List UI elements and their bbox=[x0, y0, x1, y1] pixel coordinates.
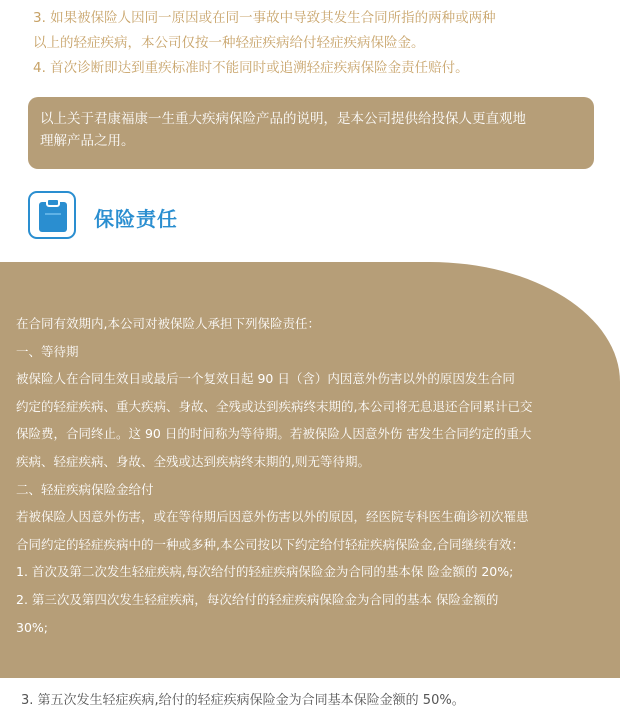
coverage-line: 疾病、轻症疾病、身故、全残或达到疾病终末期的,则无等待期。 bbox=[16, 453, 370, 469]
condition-item-4: 4. 首次诊断即达到重疾标准时不能同时或追溯轻症疾病保险金责任赔付。 bbox=[33, 60, 469, 76]
coverage-line: 在合同有效期内,本公司对被保险人承担下列保险责任： bbox=[16, 316, 320, 331]
coverage-line: 保险费，合同终止。这 90 日的时间称为等待期。若被保险人因意外伤 害发生合同约定的重大 bbox=[16, 426, 532, 442]
conditions-list bbox=[33, 6, 603, 81]
coverage-line: 二、轻症疾病保险金给付 bbox=[16, 481, 154, 497]
coverage-line: 约定的轻症疾病、重大疾病、身故、全残或达到疾病终末期的,本公司将无息退还合同累计已交 bbox=[16, 398, 533, 414]
clipboard-icon bbox=[28, 191, 76, 239]
note-line-2: 理解产品之用。 bbox=[40, 133, 135, 149]
coverage-panel bbox=[0, 262, 620, 678]
bottom-clause: 3. 第五次发生轻症疾病,给付的轻症疾病保险金为合同基本保险金额的 50%。 bbox=[21, 693, 465, 708]
product-note-box bbox=[28, 97, 594, 169]
coverage-line: 30%; bbox=[16, 619, 48, 635]
coverage-line: 合同约定的轻症疾病中的一种或多种,本公司按以下约定给付轻症疾病保险金,合同继续有效： bbox=[16, 536, 524, 552]
coverage-line: 1. 首次及第二次发生轻症疾病,每次给付的轻症疾病保险金为合同的基本保 险金额的 20%; bbox=[16, 564, 514, 580]
section-header bbox=[26, 191, 326, 241]
coverage-line: 被保险人在合同生效日或最后一个复效日起 90 日（含）内因意外伤害以外的原因发生合同 bbox=[16, 371, 515, 387]
coverage-text bbox=[16, 310, 602, 641]
coverage-line: 若被保险人因意外伤害，或在等待期后因意外伤害以外的原因，经医院专科医生确诊初次罹患 bbox=[16, 509, 529, 525]
note-line-1: 以上关于君康福康一生重大疾病保险产品的说明，是本公司提供给投保人更直观地 bbox=[40, 111, 526, 127]
coverage-line: 一、等待期 bbox=[16, 343, 79, 359]
condition-item-3-line-2: 以上的轻症疾病，本公司仅按一种轻症疾病给付轻症疾病保险金。 bbox=[33, 35, 425, 51]
coverage-line: 2. 第三次及第四次发生轻症疾病，每次给付的轻症疾病保险金为合同的基本 保险金额的 bbox=[16, 591, 499, 607]
condition-item-3-line-1: 3. 如果被保险人因同一原因或在同一事故中导致其发生合同所指的两种或两种 bbox=[33, 10, 496, 26]
section-title: 保险责任 bbox=[94, 207, 178, 231]
